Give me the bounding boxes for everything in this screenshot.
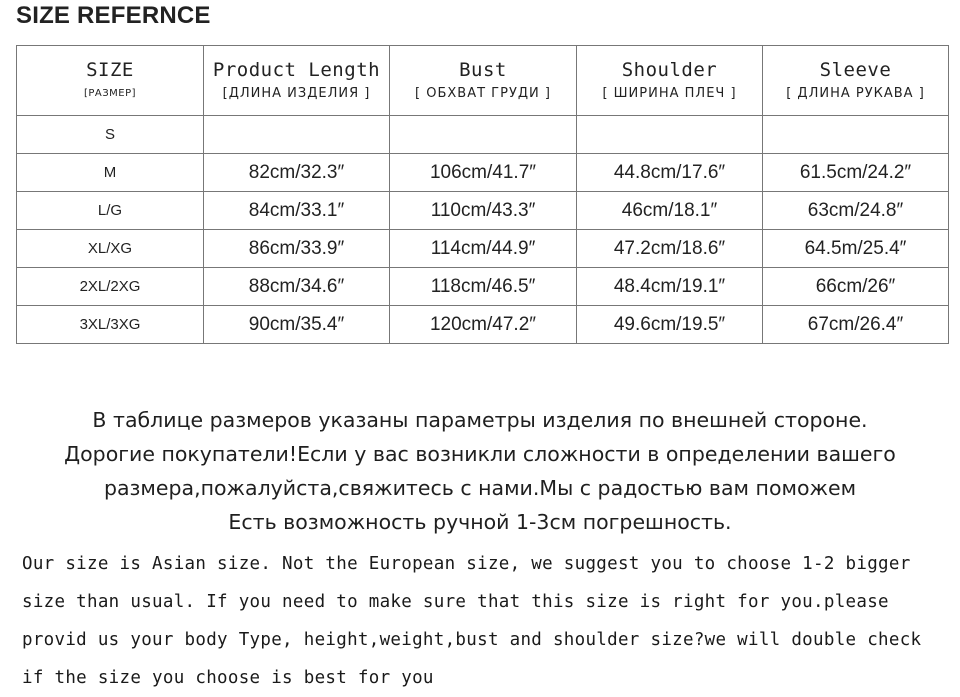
sleeve-cell: 64.5m/25.4″ bbox=[763, 230, 949, 268]
header-shoulder-label: Shoulder bbox=[621, 58, 718, 81]
size-cell: M bbox=[17, 154, 204, 192]
size-cell: 3XL/3XG bbox=[17, 306, 204, 344]
english-notice-line: Our size is Asian size. Not the European size, we suggest you to choose 1-2 bigger bbox=[22, 554, 911, 574]
table-row bbox=[17, 154, 949, 192]
length-cell: 86cm/33.9″ bbox=[204, 230, 390, 268]
table-row bbox=[17, 268, 949, 306]
bust-cell: 106cm/41.7″ bbox=[390, 154, 577, 192]
shoulder-cell: 47.2cm/18.6″ bbox=[577, 230, 763, 268]
sleeve-cell: 67cm/26.4″ bbox=[763, 306, 949, 344]
russian-notice-line: размера,пожалуйста,свяжитесь с нами.Мы с радостью вам поможем bbox=[103, 476, 857, 500]
sleeve-cell: 66cm/26″ bbox=[763, 268, 949, 306]
shoulder-cell: 46cm/18.1″ bbox=[577, 192, 763, 230]
header-sleeve-label-ru: [ ДЛИНА РУКАВА ] bbox=[786, 85, 925, 101]
header-bust-label-ru: [ ОБХВАТ ГРУДИ ] bbox=[415, 85, 551, 101]
size-cell: 2XL/2XG bbox=[17, 268, 204, 306]
shoulder-cell: 48.4cm/19.1″ bbox=[577, 268, 763, 306]
length-cell: 88cm/34.6″ bbox=[204, 268, 390, 306]
header-size-label: SIZE bbox=[86, 58, 134, 81]
english-notice-line: if the size you choose is best for you bbox=[22, 668, 434, 688]
header-size bbox=[17, 46, 204, 116]
length-cell: 84cm/33.1″ bbox=[204, 192, 390, 230]
header-product-length-label: Product Length bbox=[212, 58, 381, 81]
russian-notice-line: Есть возможность ручной 1-3см погрешность. bbox=[228, 510, 732, 534]
size-cell: S bbox=[17, 116, 204, 154]
sleeve-cell: 63cm/24.8″ bbox=[763, 192, 949, 230]
length-cell: 82cm/32.3″ bbox=[204, 154, 390, 192]
header-sleeve-label: Sleeve bbox=[819, 58, 892, 81]
sleeve-cell bbox=[763, 116, 949, 154]
header-shoulder-label-ru: [ ШИРИНА ПЛЕЧ ] bbox=[602, 85, 737, 101]
header-bust-label: Bust bbox=[459, 58, 507, 81]
bust-cell: 118cm/46.5″ bbox=[390, 268, 577, 306]
english-notice-line: provid us your body Type, height,weight,bust and shoulder size?we will double check bbox=[22, 630, 922, 650]
bust-cell: 114cm/44.9″ bbox=[390, 230, 577, 268]
table-row bbox=[17, 306, 949, 344]
english-notice bbox=[22, 545, 952, 697]
length-cell: 90cm/35.4″ bbox=[204, 306, 390, 344]
bust-cell: 120cm/47.2″ bbox=[390, 306, 577, 344]
sleeve-cell: 61.5cm/24.2″ bbox=[763, 154, 949, 192]
table-row bbox=[17, 116, 949, 154]
header-sleeve bbox=[763, 46, 949, 116]
shoulder-cell bbox=[577, 116, 763, 154]
size-cell: L/G bbox=[17, 192, 204, 230]
header-product-length-label-ru: [ДЛИНА ИЗДЕЛИЯ ] bbox=[222, 85, 371, 101]
shoulder-cell: 49.6cm/19.5″ bbox=[577, 306, 763, 344]
table-row bbox=[17, 192, 949, 230]
russian-notice-line: В таблице размеров указаны параметры изделия по внешней стороне. bbox=[92, 408, 868, 432]
table-row bbox=[17, 230, 949, 268]
page-title: SIZE REFERNCE bbox=[16, 2, 211, 29]
bust-cell: 110cm/43.3″ bbox=[390, 192, 577, 230]
english-notice-line: size than usual. If you need to make sure that this size is right for you.please bbox=[22, 592, 889, 612]
header-bust bbox=[390, 46, 577, 116]
header-size-label-ru: [РАЗМЕР] bbox=[83, 87, 137, 99]
shoulder-cell: 44.8cm/17.6″ bbox=[577, 154, 763, 192]
size-cell: XL/XG bbox=[17, 230, 204, 268]
bust-cell bbox=[390, 116, 577, 154]
size-reference-table bbox=[16, 45, 949, 344]
length-cell bbox=[204, 116, 390, 154]
table-header-row bbox=[17, 46, 949, 116]
header-shoulder bbox=[577, 46, 763, 116]
russian-notice bbox=[0, 403, 960, 539]
header-product-length bbox=[204, 46, 390, 116]
russian-notice-line: Дорогие покупатели!Если у вас возникли сложности в определении вашего bbox=[64, 442, 896, 466]
